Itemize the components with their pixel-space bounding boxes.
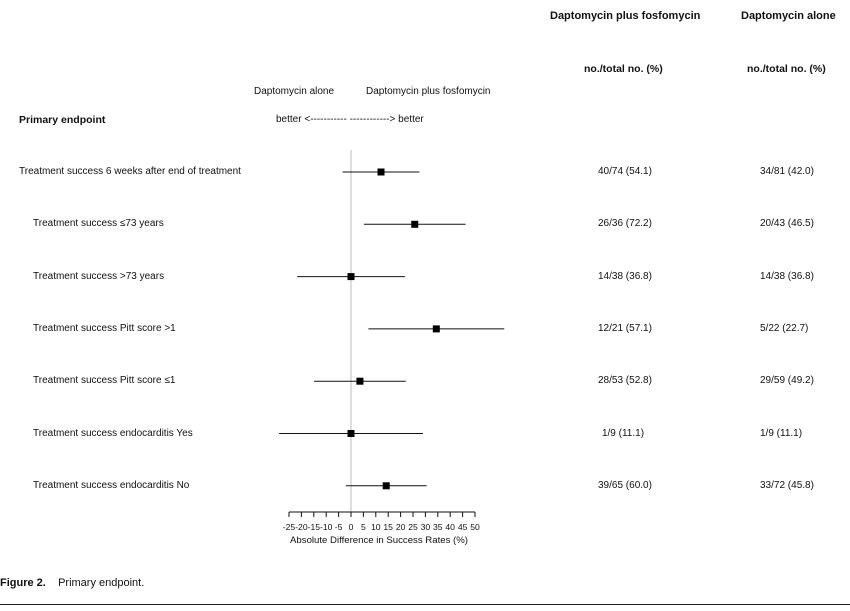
alone-cell: 1/9 (11.1) bbox=[760, 427, 803, 439]
combo-cell: 1/9 (11.1) bbox=[601, 427, 645, 439]
combo-column-header: Daptomycin plus fosfomycin bbox=[550, 10, 701, 22]
point-estimate bbox=[348, 430, 355, 437]
row-label: Treatment success endocarditis Yes bbox=[33, 427, 193, 439]
x-tick-label: 35 bbox=[433, 522, 443, 532]
x-tick-label: -25 bbox=[282, 522, 296, 532]
direction-right-label: Daptomycin plus fosfomycin bbox=[366, 86, 491, 97]
row-label: Treatment success >73 years bbox=[33, 270, 165, 282]
bottom-rule bbox=[0, 604, 850, 605]
x-tick-label: 40 bbox=[445, 522, 455, 532]
combo-cell: 40/74 (54.1) bbox=[598, 166, 652, 177]
x-tick-label: 50 bbox=[470, 522, 480, 532]
x-axis-label: Absolute Difference in Success Rates (%) bbox=[290, 535, 468, 546]
section-title: Primary endpoint bbox=[19, 114, 106, 126]
alone-column-subheader: no./total no. (%) bbox=[747, 63, 826, 75]
point-estimate bbox=[411, 221, 418, 228]
direction-arrow-text: better <----------- ------------> better bbox=[276, 114, 424, 125]
alone-column-header: Daptomycin alone bbox=[741, 10, 836, 22]
alone-cell: 34/81 (42.0) bbox=[760, 166, 814, 177]
x-tick-label: -5 bbox=[334, 522, 343, 532]
alone-cell: 33/72 (45.8) bbox=[760, 479, 814, 491]
x-tick-label: -10 bbox=[319, 522, 333, 532]
point-estimate bbox=[348, 273, 355, 280]
point-estimate bbox=[383, 482, 390, 489]
combo-column-subheader: no./total no. (%) bbox=[584, 63, 663, 75]
combo-cell: 12/21 (57.1) bbox=[598, 322, 652, 334]
x-tick-label: 25 bbox=[408, 522, 418, 532]
combo-cell: 28/53 (52.8) bbox=[598, 375, 652, 387]
row-label: Treatment success Pitt score ≤1 bbox=[33, 375, 176, 387]
combo-cell: 26/36 (72.2) bbox=[598, 218, 652, 230]
combo-cell: 14/38 (36.8) bbox=[598, 270, 652, 282]
x-tick-label: 5 bbox=[361, 522, 366, 532]
direction-left-label: Daptomycin alone bbox=[254, 86, 335, 97]
alone-cell: 20/43 (46.5) bbox=[760, 218, 814, 230]
x-tick-label: 10 bbox=[371, 522, 381, 532]
row-label: Treatment success Pitt score >1 bbox=[33, 322, 176, 334]
alone-cell: 29/59 (49.2) bbox=[760, 375, 814, 387]
point-estimate bbox=[356, 378, 363, 385]
figure-caption-text: Primary endpoint. bbox=[58, 577, 145, 589]
x-tick-label: 30 bbox=[420, 522, 431, 532]
x-tick-label: 15 bbox=[383, 522, 393, 532]
alone-cell: 14/38 (36.8) bbox=[760, 270, 814, 282]
point-estimate bbox=[378, 169, 385, 176]
figure-caption-label: Figure 2. bbox=[0, 577, 46, 589]
x-tick-label: 0 bbox=[348, 522, 354, 532]
point-estimate bbox=[433, 325, 440, 332]
x-tick-label: -20 bbox=[295, 522, 308, 532]
row-label: Treatment success 6 weeks after end of treatment bbox=[19, 166, 241, 177]
combo-cell: 39/65 (60.0) bbox=[598, 479, 652, 491]
x-tick-label: 45 bbox=[457, 522, 468, 532]
x-tick-label: -15 bbox=[307, 522, 321, 532]
row-label: Treatment success endocarditis No bbox=[33, 479, 190, 491]
alone-cell: 5/22 (22.7) bbox=[760, 322, 809, 334]
row-label: Treatment success ≤73 years bbox=[33, 218, 164, 230]
figure-caption bbox=[0, 577, 144, 589]
x-tick-label: 20 bbox=[395, 522, 406, 532]
